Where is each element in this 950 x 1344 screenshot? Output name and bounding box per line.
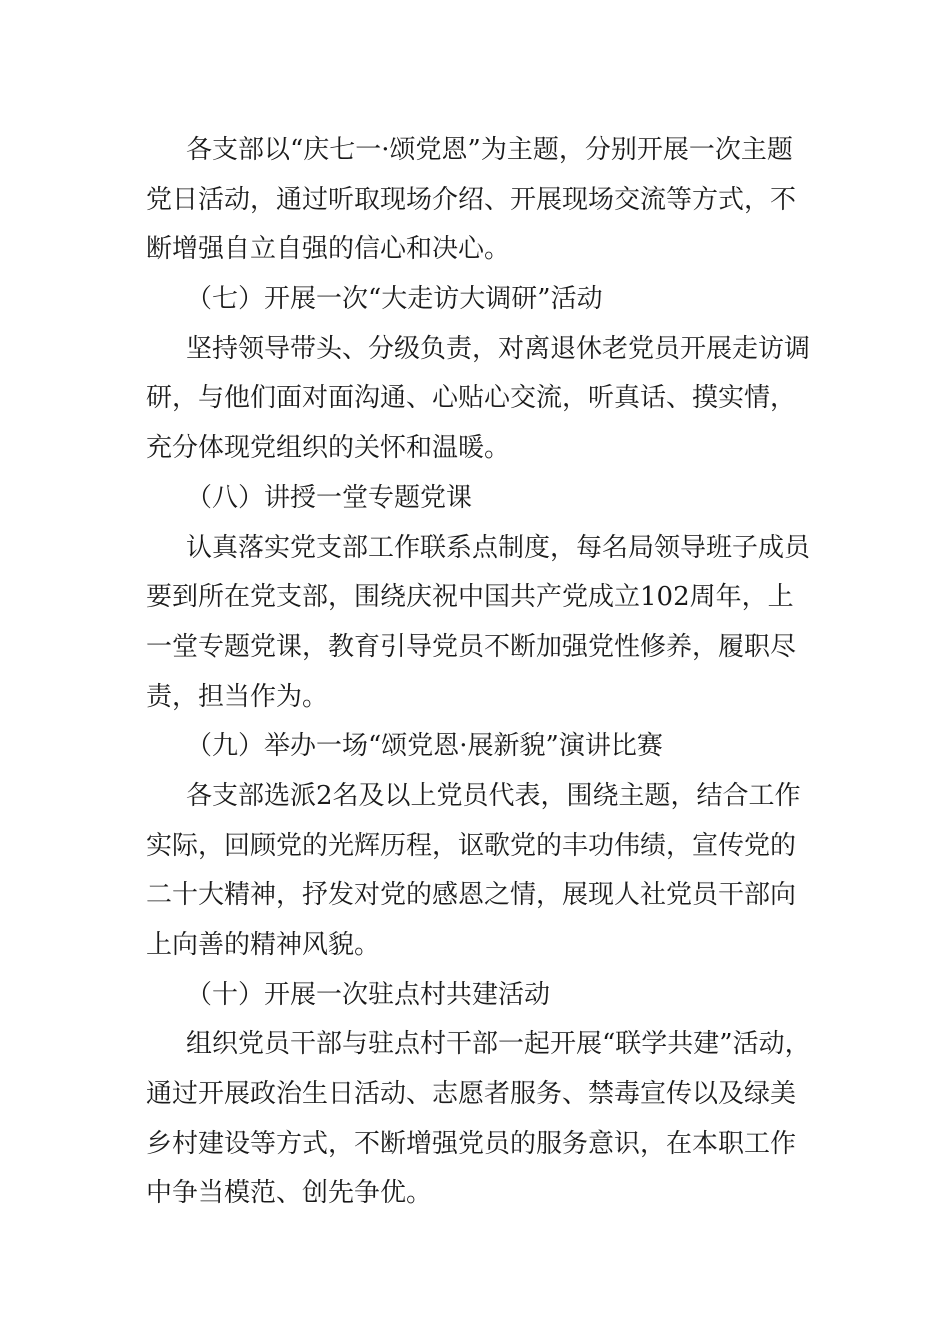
paragraph-line: 要到所在党支部，围绕庆祝中国共产党成立102周年，上 [146,582,794,613]
paragraph-line: 充分体现党组织的关怀和温暖。 [146,433,511,464]
paragraph-line: 组织党员干部与驻点村干部一起开展“联学共建”活动， [186,1029,811,1060]
paragraph-line: 党日活动，通过听取现场介绍、开展现场交流等方式，不 [146,184,797,215]
paragraph-line: 一堂专题党课，教育引导党员不断加强党性修养，履职尽 [146,631,797,662]
section-heading: （八）讲授一堂专题党课 [186,482,473,513]
paragraph-line: 中争当模范、创先争优。 [146,1178,433,1209]
paragraph-line: 二十大精神，抒发对党的感恩之情，展现人社党员干部向 [146,880,797,911]
paragraph-line: 研，与他们面对面沟通、心贴心交流，听真话、摸实情， [146,383,797,414]
section-heading: （十）开展一次驻点村共建活动 [186,979,551,1010]
paragraph-line: 各支部以“庆七一·颂党恩”为主题，分别开展一次主题 [186,135,793,165]
paragraph-line: 乡村建设等方式，不断增强党员的服务意识，在本职工作 [146,1128,797,1159]
paragraph-line: 断增强自立自强的信心和决心。 [146,234,511,265]
section-heading: （九）举办一场“颂党恩·展新貌”演讲比赛 [186,731,663,762]
paragraph-line: 认真落实党支部工作联系点制度，每名局领导班子成员 [186,532,811,563]
paragraph-line: 责，担当作为。 [146,681,329,712]
document-body [146,126,810,1219]
paragraph-line: 各支部选派2名及以上党员代表，围绕主题，结合工作 [186,780,801,811]
paragraph-line: 通过开展政治生日活动、志愿者服务、禁毒宣传以及绿美 [146,1079,797,1110]
paragraph-line: 实际，回顾党的光辉历程，讴歌党的丰功伟绩，宣传党的 [146,830,797,861]
paragraph-line: 坚持领导带头、分级负责，对离退休老党员开展走访调 [186,333,811,364]
paragraph-line: 上向善的精神风貌。 [146,930,381,960]
section-heading: （七）开展一次“大走访大调研”活动 [186,284,603,315]
